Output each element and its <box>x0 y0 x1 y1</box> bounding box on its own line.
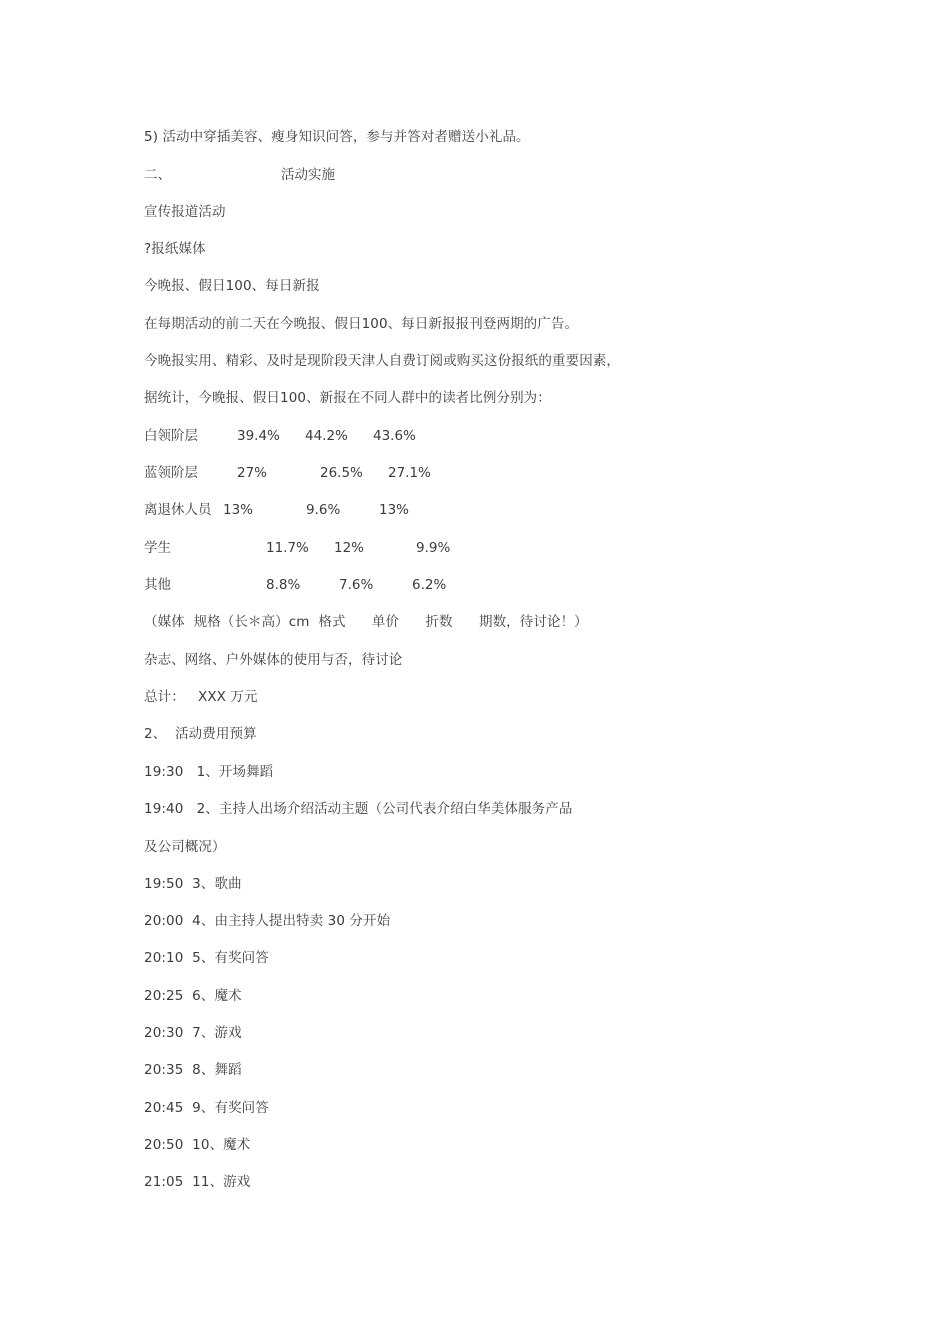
list-item: 20:50 10、魔术 <box>144 1137 251 1153</box>
heading-publicity: 宣传报道活动 <box>144 204 226 220</box>
list-item: 19:50 3、歌曲 <box>144 876 242 892</box>
list-item: 20:45 9、有奖问答 <box>144 1100 269 1116</box>
row-value: 43.6% <box>373 428 416 444</box>
row-group-label: 离退休人员 <box>144 502 212 518</box>
section-title: 活动实施 <box>281 167 335 183</box>
row-group-label: 蓝领阶层 <box>144 465 198 481</box>
row-value: 12% <box>334 540 365 556</box>
list-item: 20:00 4、由主持人提出特卖 30 分开始 <box>144 913 391 929</box>
paragraph-activity-quiz: 5) 活动中穿插美容、瘦身知识问答，参与并答对者赠送小礼品。 <box>144 129 530 145</box>
list-item: 19:30 1、开场舞蹈 <box>144 764 274 780</box>
paragraph-subscription-factor: 今晚报实用、精彩、及时是现阶段天津人自费订阅或购买这份报纸的重要因素， <box>144 353 620 369</box>
list-item: 及公司概况） <box>144 839 226 855</box>
row-value: 27.1% <box>388 465 431 481</box>
row-value: 9.6% <box>306 502 341 518</box>
row-value: 7.6% <box>339 577 374 593</box>
list-item: 20:30 7、游戏 <box>144 1025 242 1041</box>
row-group-label: 学生 <box>144 540 171 556</box>
row-value: 39.4% <box>237 428 280 444</box>
row-value: 13% <box>223 502 254 518</box>
row-value: 11.7% <box>266 540 309 556</box>
paragraph-ad-schedule: 在每期活动的前二天在今晚报、假日100、每日新报报刊登两期的广告。 <box>144 316 579 332</box>
row-value: 9.9% <box>416 540 451 556</box>
paragraph-statistics-intro: 据统计，今晚报、假日100、新报在不同人群中的读者比例分别为： <box>144 390 551 406</box>
list-item: 19:40 2、主持人出场介绍活动主题（公司代表介绍白华美体服务产品 <box>144 801 573 817</box>
row-value: 6.2% <box>412 577 447 593</box>
list-item: 20:10 5、有奖问答 <box>144 950 269 966</box>
heading-newspaper-media: ?报纸媒体 <box>144 241 206 257</box>
heading-budget: 2、 活动费用预算 <box>144 726 257 742</box>
row-group-label: 白领阶层 <box>144 428 198 444</box>
section-number: 二、 <box>144 167 172 183</box>
list-item: 21:05 11、游戏 <box>144 1174 251 1190</box>
paragraph-total: 总计： XXX 万元 <box>144 689 258 705</box>
paragraph-newspaper-list: 今晚报、假日100、每日新报 <box>144 278 320 294</box>
row-group-label: 其他 <box>144 577 171 593</box>
row-value: 27% <box>237 465 268 481</box>
row-value: 8.8% <box>266 577 301 593</box>
row-value: 26.5% <box>320 465 363 481</box>
paragraph-media-spec: （媒体 规格（长＊高）cm 格式 单价 折数 期数，待讨论！） <box>144 614 588 630</box>
list-item: 20:25 6、魔术 <box>144 988 242 1004</box>
paragraph-other-media: 杂志、网络、户外媒体的使用与否，待讨论 <box>144 652 403 668</box>
list-item: 20:35 8、舞蹈 <box>144 1062 242 1078</box>
row-value: 13% <box>379 502 410 518</box>
row-value: 44.2% <box>305 428 348 444</box>
